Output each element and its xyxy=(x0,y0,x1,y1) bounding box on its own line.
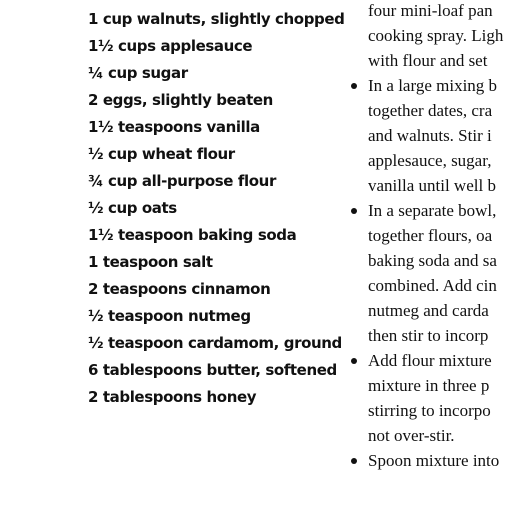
direction-step-continued xyxy=(348,0,512,73)
direction-line: combined. Add cin xyxy=(368,276,497,295)
ingredient-item: 2 tablespoons honey xyxy=(88,388,257,406)
direction-step xyxy=(348,348,512,448)
ingredient-item: ½ cup oats xyxy=(88,199,177,217)
ingredient-item: ½ teaspoon cardamom, ground xyxy=(88,334,342,352)
ingredient-item: ¼ cup sugar xyxy=(88,64,188,82)
ingredient-item: ½ teaspoon nutmeg xyxy=(88,307,251,325)
bullet-icon xyxy=(351,83,357,89)
direction-line: stirring to incorpo xyxy=(368,401,491,420)
ingredient-item: ½ cup wheat flour xyxy=(88,145,235,163)
ingredient-item: 1 cup walnuts, slightly chopped xyxy=(88,10,345,28)
direction-line: together flours, oa xyxy=(368,226,493,245)
directions-list xyxy=(348,0,512,473)
direction-line: vanilla until well b xyxy=(368,176,496,195)
direction-line: with flour and set xyxy=(368,51,488,70)
direction-line: not over-stir. xyxy=(368,426,455,445)
direction-step xyxy=(348,198,512,348)
bullet-icon xyxy=(351,208,357,214)
ingredient-item: 6 tablespoons butter, softened xyxy=(88,361,337,379)
ingredient-item: 1½ cups applesauce xyxy=(88,37,253,55)
ingredients-list xyxy=(88,6,345,411)
ingredient-item: 2 eggs, slightly beaten xyxy=(88,91,273,109)
direction-line: then stir to incorp xyxy=(368,326,489,345)
direction-line: In a large mixing b xyxy=(368,76,498,95)
direction-line: Spoon mixture into xyxy=(368,451,500,470)
direction-line: mixture in three p xyxy=(368,376,490,395)
direction-line: In a separate bowl, xyxy=(368,201,497,220)
direction-line: together dates, cra xyxy=(368,101,493,120)
direction-line: baking soda and sa xyxy=(368,251,497,270)
ingredient-item: ¾ cup all-purpose flour xyxy=(88,172,276,190)
direction-step xyxy=(348,448,512,473)
bullet-icon xyxy=(351,458,357,464)
direction-line: four mini-loaf pan xyxy=(368,1,493,20)
bullet-icon xyxy=(351,358,357,364)
direction-step xyxy=(348,73,512,198)
direction-line: cooking spray. Ligh xyxy=(368,26,504,45)
ingredient-item: 1 teaspoon salt xyxy=(88,253,213,271)
direction-line: Add flour mixture xyxy=(368,351,492,370)
ingredient-item: 1½ teaspoon baking soda xyxy=(88,226,297,244)
ingredient-item: 1½ teaspoons vanilla xyxy=(88,118,260,136)
direction-line: nutmeg and carda xyxy=(368,301,489,320)
direction-line: applesauce, sugar, xyxy=(368,151,492,170)
ingredient-item: 2 teaspoons cinnamon xyxy=(88,280,271,298)
direction-line: and walnuts. Stir i xyxy=(368,126,492,145)
